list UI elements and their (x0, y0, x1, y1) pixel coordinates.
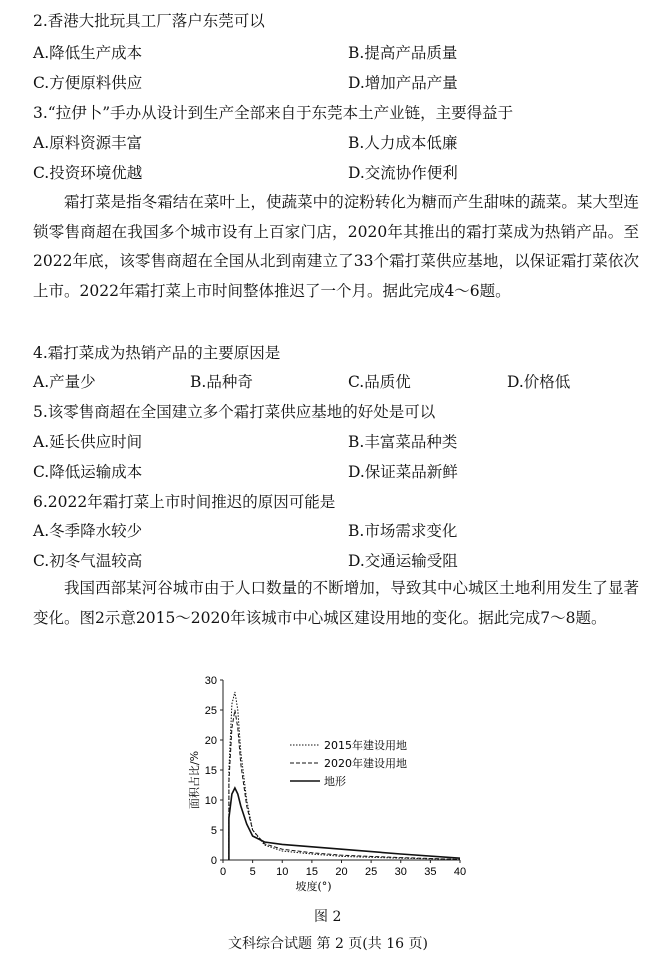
question-2-stem: 2.香港大批玩具工厂落户东莞可以 (33, 12, 265, 30)
question-2-option-d: D.增加产品产量 (348, 74, 458, 92)
y-tick-label: 5 (210, 825, 217, 837)
question-5-option-d: D.保证菜品新鲜 (348, 463, 458, 481)
question-5-option-a: A.延长供应时间 (33, 433, 143, 451)
legend-label-2: 2020年建设用地 (324, 757, 407, 770)
question-3-option-b: B.人力成本低廉 (348, 134, 458, 152)
question-3-option-a: A.原料资源丰富 (33, 134, 143, 152)
page-footer: 文科综合试题 第 2 页(共 16 页) (228, 936, 428, 952)
legend-label-1: 2015年建设用地 (324, 739, 407, 752)
question-6-option-b: B.市场需求变化 (348, 522, 458, 540)
slope-area-chart (180, 670, 480, 900)
passage-valley-city: 我国西部某河谷城市由于人口数量的不断增加，导致其中心城区土地利用发生了显著变化。图2示意2015～2020年该城市中心城区建设用地的变化。据此完成7～8题。 (33, 579, 639, 627)
question-3-option-d: D.交流协作便利 (348, 164, 458, 182)
question-2-option-a: A.降低生产成本 (33, 44, 143, 62)
question-4-option-a: A.产量少 (33, 373, 96, 391)
question-6-option-c: C.初冬气温较高 (33, 552, 143, 570)
x-tick-label: 0 (219, 866, 227, 878)
x-tick-label: 30 (394, 866, 407, 878)
question-4-option-c: C.品质优 (348, 373, 411, 391)
question-4-option-d: D.价格低 (507, 373, 571, 391)
question-3-stem: 3.“拉伊卜”手办从设计到生产全部来自于东莞本土产业链，主要得益于 (33, 104, 514, 122)
y-tick-label: 0 (210, 855, 217, 867)
x-tick-label: 5 (249, 866, 256, 878)
y-axis-label: 面积占比/% (188, 750, 201, 810)
y-tick-label: 20 (204, 735, 217, 747)
x-tick-label: 20 (335, 866, 348, 878)
passage-frost-vegetables: 霜打菜是指冬霜结在菜叶上，使蔬菜中的淀粉转化为糖而产生甜味的蔬菜。某大型连锁零售商超在我国多个城市设有上百家门店，2020年其推出的霜打菜成为热销产品。至2022年底，该零售商超在全国从北到南建立了33个霜打菜供应基地，以保证霜打菜依次上市。2022年霜打菜上市时间整体推迟了一个月。据此完成4～6题。 (33, 193, 639, 300)
question-5-option-b: B.丰富菜品种类 (348, 433, 458, 451)
question-5-option-c: C.降低运输成本 (33, 463, 143, 481)
y-tick-label: 30 (204, 675, 217, 687)
x-tick-label: 10 (276, 866, 289, 878)
y-tick-label: 10 (204, 795, 217, 807)
legend-label-3: 地形 (324, 775, 346, 788)
question-2-option-b: B.提高产品质量 (348, 44, 458, 62)
x-axis-label: 坡度(°) (295, 880, 332, 893)
question-6-stem: 6.2022年霜打菜上市时间推迟的原因可能是 (33, 493, 336, 511)
x-tick-label: 15 (305, 866, 318, 878)
question-4-option-b: B.品种奇 (190, 373, 253, 391)
x-tick-label: 35 (424, 866, 437, 878)
series-line-3 (229, 788, 460, 860)
question-3-option-c: C.投资环境优越 (33, 164, 143, 182)
question-4-stem: 4.霜打菜成为热销产品的主要原因是 (33, 344, 281, 362)
question-6-option-d: D.交通运输受阻 (348, 552, 458, 570)
question-5-stem: 5.该零售商超在全国建立多个霜打菜供应基地的好处是可以 (33, 403, 436, 421)
y-tick-label: 25 (204, 705, 217, 717)
figure-caption: 图 2 (314, 909, 342, 925)
y-tick-label: 15 (204, 765, 217, 777)
question-2-option-c: C.方便原料供应 (33, 74, 143, 92)
x-tick-label: 40 (453, 866, 467, 878)
question-6-option-a: A.冬季降水较少 (33, 522, 143, 540)
x-tick-label: 25 (365, 866, 378, 878)
